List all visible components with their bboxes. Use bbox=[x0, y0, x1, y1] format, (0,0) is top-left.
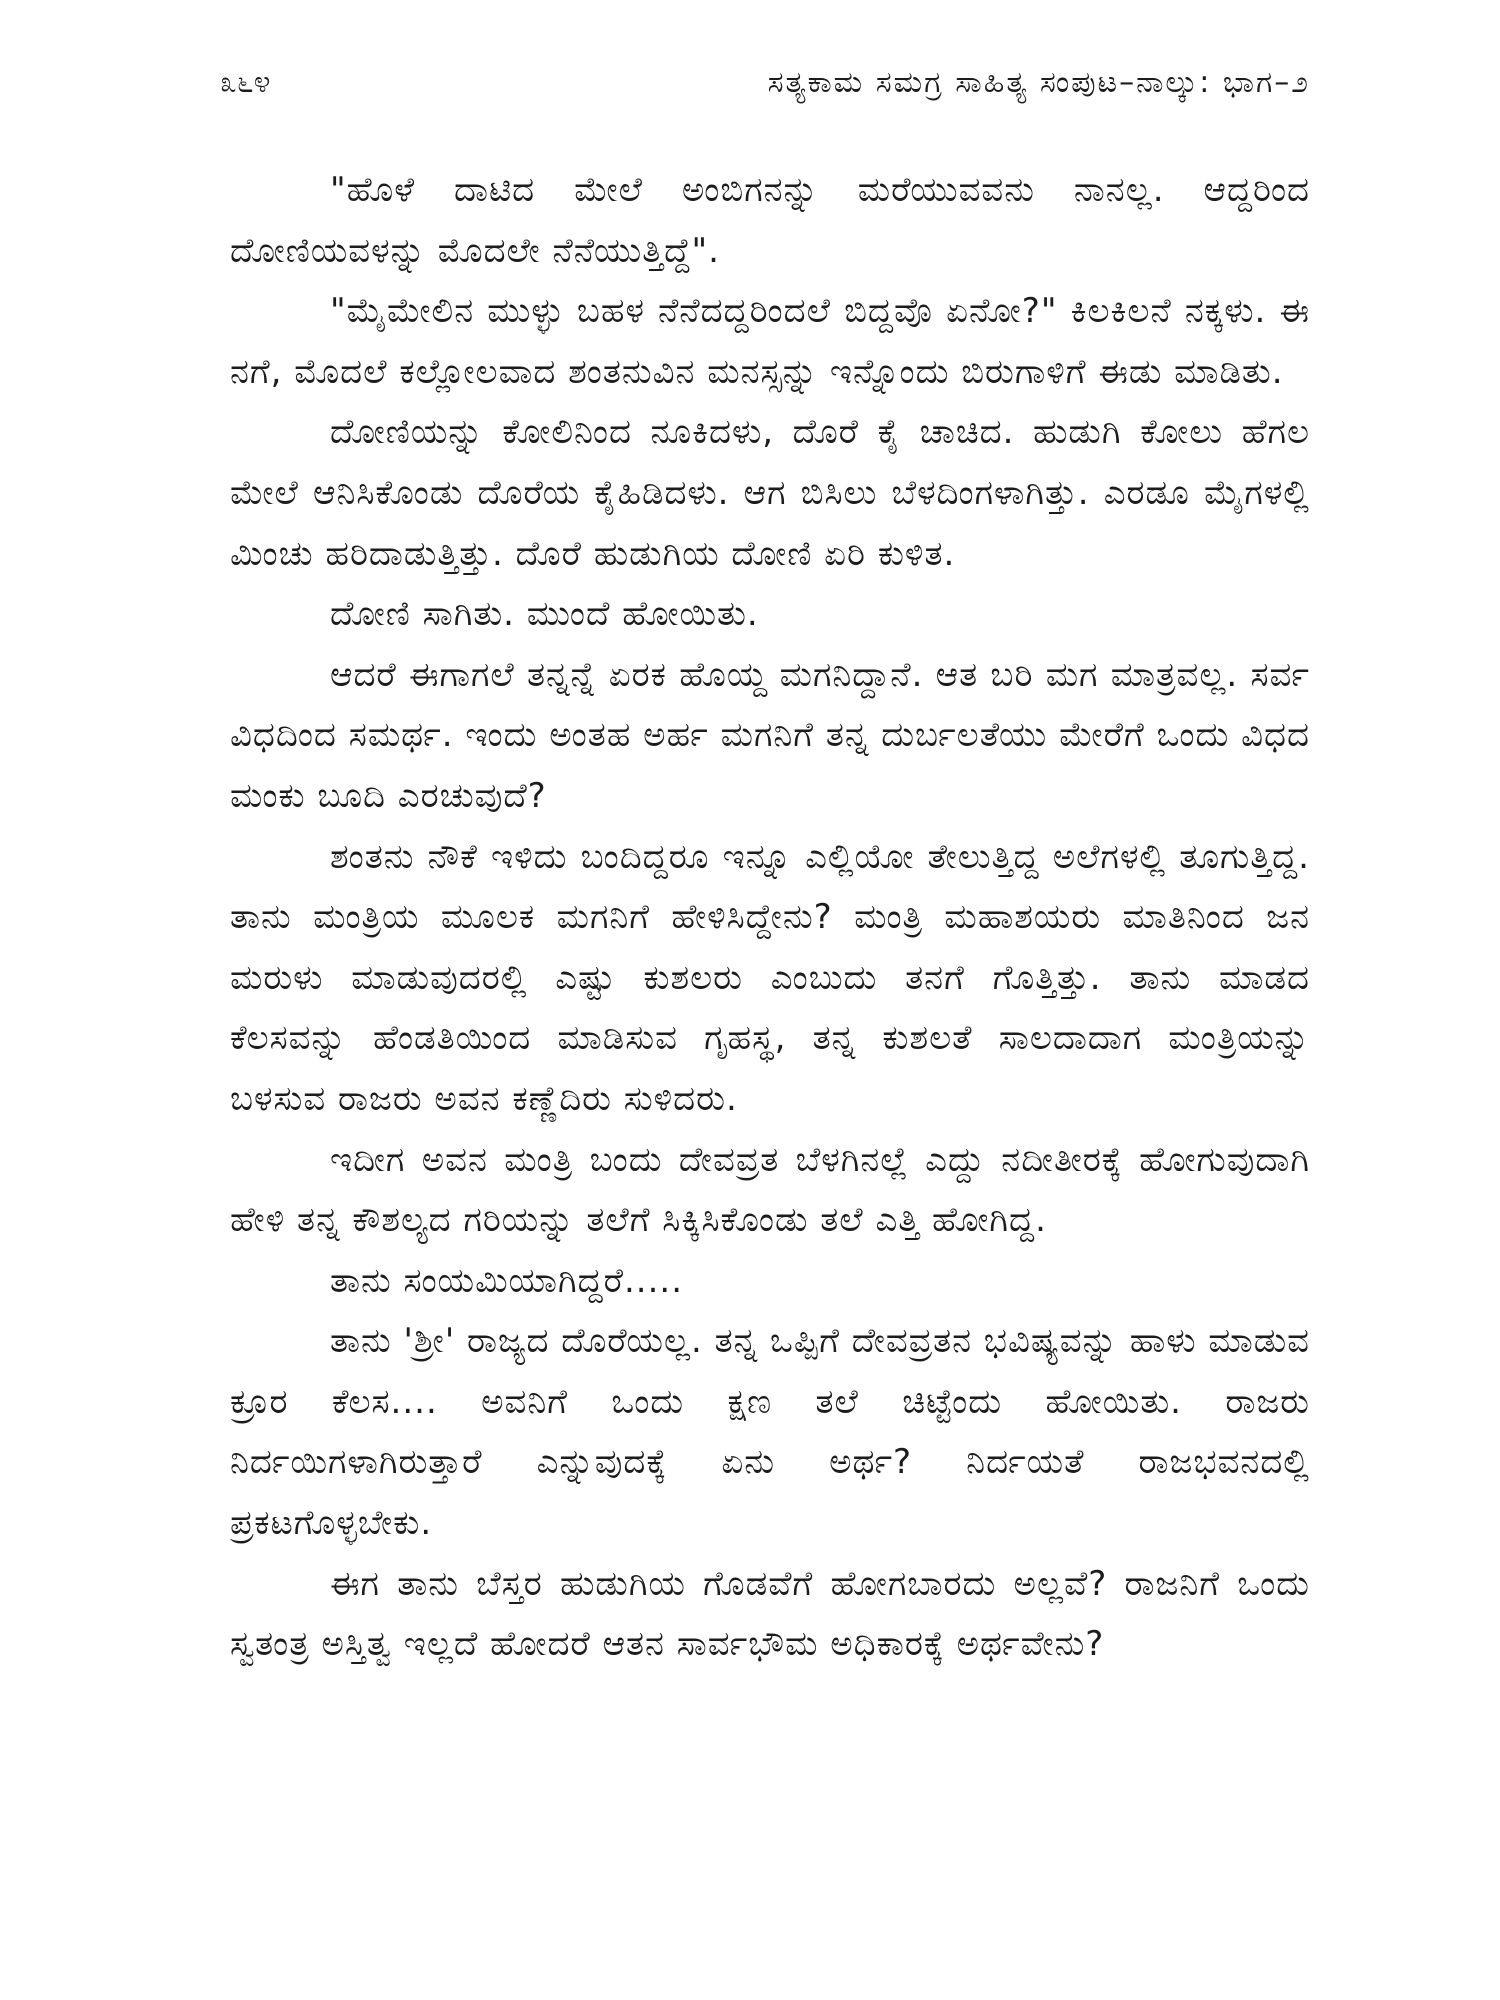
paragraph: "ಹೊಳೆ ದಾಟಿದ ಮೇಲೆ ಅಂಬಿಗನನ್ನು ಮರೆಯುವವನು ನಾನಲ್ಲ. ಆದ್ದರಿಂದ ದೋಣಿಯವಳನ್ನು ಮೊದಲೇ ನೆನೆಯುತ್ತಿದ್ದೆ". bbox=[230, 170, 1310, 271]
paragraph: ಇದೀಗ ಅವನ ಮಂತ್ರಿ ಬಂದು ದೇವವ್ರತ ಬೆಳಗಿನಲ್ಲೆ ಎದ್ದು ನದೀತೀರಕ್ಕೆ ಹೋಗುವುದಾಗಿ ಹೇಳಿ ತನ್ನ ಕೌಶಲ್ಯದ ಗರಿಯನ್ನು ತಲೆಗೆ ಸಿಕ್ಕಿಸಿಕೊಂಡು ತಲೆ ಎತ್ತಿ ಹೋಗಿದ್ದ. bbox=[230, 1139, 1310, 1241]
paragraph: ದೋಣಿಯನ್ನು ಕೋಲಿನಿಂದ ನೂಕಿದಳು, ದೊರೆ ಕೈ ಚಾಚಿದ. ಹುಡುಗಿ ಕೋಲು ಹೆಗಲ ಮೇಲೆ ಆನಿಸಿಕೊಂಡು ದೊರೆಯ ಕೈಹಿಡಿದಳು. ಆಗ ಬಿಸಿಲು ಬೆಳದಿಂಗಳಾಗಿತ್ತು. ಎರಡೂ ಮೈಗಳಲ್ಲಿ ಮಿಂಚು ಹರಿದಾಡುತ್ತಿತ್ತು. ದೊರೆ ಹುಡುಗಿಯ ದೋಣಿ ಏರಿ ಕುಳಿತ. bbox=[230, 412, 1310, 574]
paragraph: ದೋಣಿ ಸಾಗಿತು. ಮುಂದೆ ಹೋಯಿತು. bbox=[330, 594, 759, 635]
page-number: ೩೬೪ bbox=[220, 65, 271, 100]
body-text bbox=[230, 160, 1310, 1675]
paragraph: ಈಗ ತಾನು ಬೆಸ್ತರ ಹುಡುಗಿಯ ಗೊಡವೆಗೆ ಹೋಗಬಾರದು ಅಲ್ಲವೆ? ರಾಜನಿಗೆ ಒಂದು ಸ್ವತಂತ್ರ ಅಸ್ತಿತ್ವ ಇಲ್ಲದೆ ಹೋದರೆ ಆತನ ಸಾರ್ವಭೌಮ ಅಧಿಕಾರಕ್ಕೆ ಅರ್ಥವೇನು? bbox=[230, 1563, 1310, 1665]
paragraph: ಆದರೆ ಈಗಾಗಲೆ ತನ್ನನ್ನೆ ಏರಕ ಹೊಯ್ದ ಮಗನಿದ್ದಾನೆ. ಆತ ಬರಿ ಮಗ ಮಾತ್ರವಲ್ಲ. ಸರ್ವ ವಿಧದಿಂದ ಸಮರ್ಥ. ಇಂದು ಅಂತಹ ಅರ್ಹ ಮಗನಿಗೆ ತನ್ನ ದುರ್ಬಲತೆಯು ಮೇರೆಗೆ ಒಂದು ವಿಧದ ಮಂಕು ಬೂದಿ ಎರಚುವುದೆ? bbox=[230, 654, 1310, 816]
running-title: ಸತ್ಯಕಾಮ ಸಮಗ್ರ ಸಾಹಿತ್ಯ ಸಂಪುಟ–ನಾಲ್ಕು: ಭಾಗ–೨ bbox=[767, 65, 1310, 100]
page-header bbox=[220, 58, 1310, 108]
paragraph: ತಾನು ಸಂಯಮಿಯಾಗಿದ್ದರೆ..... bbox=[330, 1260, 684, 1301]
paragraph: "ಮೈಮೇಲಿನ ಮುಳ್ಳು ಬಹಳ ನೆನೆದದ್ದರಿಂದಲೆ ಬಿದ್ದವೊ ಏನೋ?" ಕಿಲಕಿಲನೆ ನಕ್ಕಳು. ಈ ನಗೆ, ಮೊದಲೆ ಕಲ್ಲೋಲವಾದ ಶಂತನುವಿನ ಮನಸ್ಸನ್ನು ಇನ್ನೊಂದು ಬಿರುಗಾಳಿಗೆ ಈಡು ಮಾಡಿತು. bbox=[230, 291, 1310, 392]
paragraph: ತಾನು 'ಶ್ರೀ' ರಾಜ್ಯದ ದೊರೆಯಲ್ಲ. ತನ್ನ ಒಪ್ಪಿಗೆ ದೇವವ್ರತನ ಭವಿಷ್ಯವನ್ನು ಹಾಳು ಮಾಡುವ ಕ್ರೂರ ಕೆಲಸ.... ಅವನಿಗೆ ಒಂದು ಕ್ಷಣ ತಲೆ ಚಿಟ್ಟೆಂದು ಹೋಯಿತು. ರಾಜರು ನಿರ್ದಯಿಗಳಾಗಿರುತ್ತಾರೆ ಎನ್ನುವುದಕ್ಕೆ ಏನು ಅರ್ಥ? ನಿರ್ದಯತೆ ರಾಜಭವನದಲ್ಲಿ ಪ್ರಕಟಗೊಳ್ಳಬೇಕು. bbox=[230, 1321, 1310, 1544]
paragraph: ಶಂತನು ನೌಕೆ ಇಳಿದು ಬಂದಿದ್ದರೂ ಇನ್ನೂ ಎಲ್ಲಿಯೋ ತೇಲುತ್ತಿದ್ದ ಅಲೆಗಳಲ್ಲಿ ತೂಗುತ್ತಿದ್ದ. ತಾನು ಮಂತ್ರಿಯ ಮೂಲಕ ಮಗನಿಗೆ ಹೇಳಿಸಿದ್ದೇನು? ಮಂತ್ರಿ ಮಹಾಶಯರು ಮಾತಿನಿಂದ ಜನ ಮರುಳು ಮಾಡುವುದರಲ್ಲಿ ಎಷ್ಟು ಕುಶಲರು ಎಂಬುದು ತನಗೆ ಗೊತ್ತಿತ್ತು. ತಾನು ಮಾಡದ ಕೆಲಸವನ್ನು ಹೆಂಡತಿಯಿಂದ ಮಾಡಿಸುವ ಗೃಹಸ್ಥ, ತನ್ನ ಕುಶಲತೆ ಸಾಲದಾದಾಗ ಮಂತ್ರಿಯನ್ನು ಬಳಸುವ ರಾಜರು ಅವನ ಕಣ್ಣೆದಿರು ಸುಳಿದರು. bbox=[230, 836, 1310, 1119]
